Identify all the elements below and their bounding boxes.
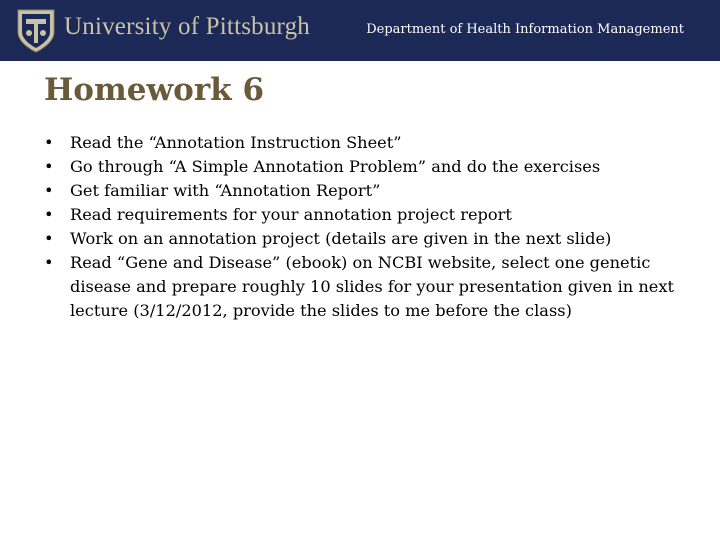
- list-item: [44, 131, 684, 155]
- list-item-text: Go through “A Simple Annotation Problem” and do the exercises: [70, 157, 601, 176]
- bullet-icon: •: [44, 253, 54, 272]
- list-item: [44, 155, 684, 179]
- list-item: [44, 251, 684, 323]
- list-item: [44, 203, 684, 227]
- list-item-text: Read “Gene and Disease” (ebook) on NCBI website, select one genetic disease and prepare roughly 10 slides for your presentation given in next lecture (3/12/2012, provide the slides to me before the class): [70, 253, 675, 320]
- bullet-icon: •: [44, 133, 54, 152]
- bullet-icon: •: [44, 205, 54, 224]
- list-item-text: Read requirements for your annotation project report: [70, 205, 512, 224]
- bullet-icon: •: [44, 181, 54, 200]
- bullet-icon: •: [44, 157, 54, 176]
- university-seal-icon: [14, 6, 58, 54]
- department-name: Department of Health Information Management: [366, 22, 684, 37]
- list-item-text: Read the “Annotation Instruction Sheet”: [70, 133, 402, 152]
- list-item: [44, 179, 684, 203]
- bullet-icon: •: [44, 229, 54, 248]
- header-bar: [0, 0, 720, 61]
- list-item: [44, 227, 684, 251]
- university-wordmark: University of Pittsburgh: [64, 13, 311, 40]
- slide-title: Homework 6: [44, 72, 265, 108]
- list-item-text: Get familiar with “Annotation Report”: [70, 181, 381, 200]
- list-item-text: Work on an annotation project (details are given in the next slide): [70, 229, 612, 248]
- homework-list: [44, 131, 684, 323]
